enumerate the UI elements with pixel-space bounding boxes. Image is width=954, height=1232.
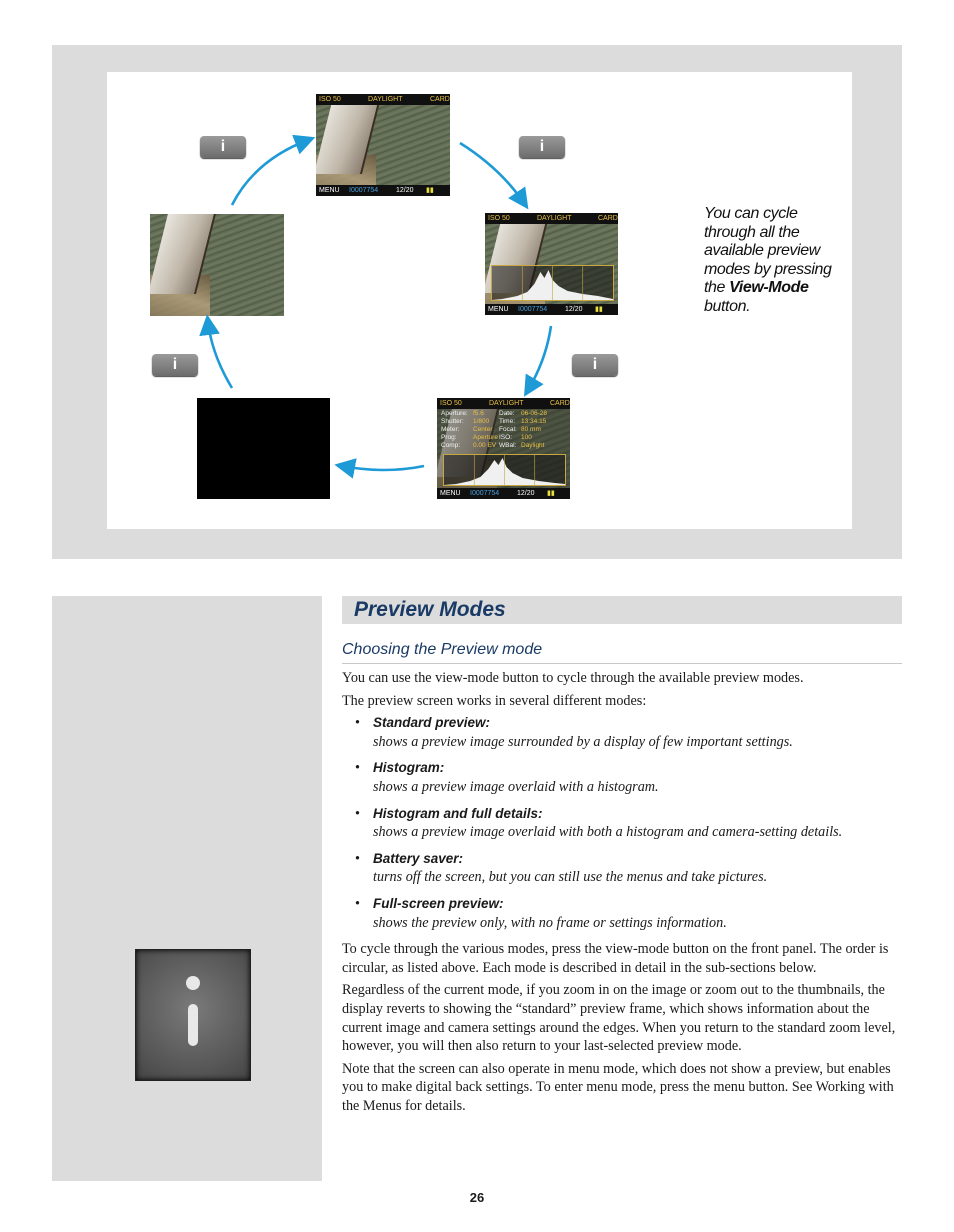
menu-label: MENU	[488, 306, 509, 313]
image-id: I0007754	[518, 306, 548, 313]
view-mode-emphasis: View-Mode	[729, 279, 809, 296]
wb-label: DAYLIGHT	[489, 400, 524, 407]
body-paragraph: Regardless of the current mode, if you zoom in on the image or zoom out to the thumbnails, the display reverts to showing the “standard” preview frame, which shows information about the current image and camera settings around the edges. When you return to the standard zoom level, however, you will then also return to your last-selected preview mode.	[342, 982, 896, 1055]
image-id: I0007754	[470, 490, 500, 497]
arrow-to-histogram	[460, 143, 524, 203]
mode-description: shows a preview image overlaid with both a histogram and camera-setting details.	[373, 824, 843, 841]
view-mode-button-icon: i	[572, 354, 618, 376]
arrow-to-fullscreen	[208, 322, 232, 388]
mode-title: • Battery saver:	[373, 850, 464, 866]
list-item	[342, 850, 902, 887]
arrow-to-details	[528, 326, 551, 390]
mode-title: • Histogram and full details:	[373, 805, 543, 821]
wb-label: DAYLIGHT	[537, 215, 572, 222]
menu-label: MENU	[440, 490, 461, 497]
view-mode-button-icon: i	[200, 136, 246, 158]
image-counter: 12/20	[396, 187, 414, 194]
body-paragraph: To cycle through the various modes, press the view-mode button on the front panel. The order is circular, as listed above. Each mode is described in detail in the sub-sections below.	[342, 941, 889, 976]
storage-label: CARD	[550, 400, 570, 407]
margin-sidebar	[52, 596, 322, 1181]
list-item	[342, 895, 902, 932]
intro-paragraph: You can use the view-mode button to cycle through the available preview modes.	[342, 670, 804, 686]
mode-title: • Histogram:	[373, 760, 445, 776]
mode-description: turns off the screen, but you can still use the menus and take pictures.	[373, 869, 768, 886]
figure-caption: You can cycle through all the available preview modes by pressing the View-Mode button.	[704, 205, 832, 315]
screen-info-bar: MENU I0007754 12/20 ▮▮	[316, 185, 450, 196]
list-item	[342, 805, 902, 842]
mode-title: • Standard preview:	[373, 715, 491, 731]
iso-label: ISO 50	[488, 215, 510, 222]
image-counter: 12/20	[517, 490, 535, 497]
list-item	[342, 759, 902, 796]
image-counter: 12/20	[565, 306, 583, 313]
mode-title: • Full-screen preview:	[373, 895, 504, 911]
camera-details: Aperture: f5.6 Date: 06-06-28 Shutter: 1/800 Time: 13:34:15 Meter: Center Focal: 80 mm Prog: Aperture ISO: 100 Comp: 0.00 EV WBal: Daylight	[441, 410, 548, 449]
iso-label: ISO 50	[319, 96, 341, 103]
section-title: Preview Modes	[354, 598, 506, 621]
subtitle-rule	[342, 663, 902, 664]
iso-label: ISO 50	[440, 400, 462, 407]
list-item	[342, 714, 902, 751]
storage-label: CARD	[598, 215, 618, 222]
view-mode-button-icon: i	[152, 354, 198, 376]
view-mode-button-icon: i	[519, 136, 565, 158]
wb-label: DAYLIGHT	[368, 96, 403, 103]
section-subtitle: Choosing the Preview mode	[342, 641, 543, 658]
image-id: I0007754	[349, 187, 379, 194]
intro-paragraph: The preview screen works in several different modes:	[342, 692, 647, 709]
mode-description: shows a preview image overlaid with a histogram.	[373, 778, 659, 795]
mode-list	[342, 714, 902, 932]
storage-label: CARD	[430, 96, 450, 103]
menu-label: MENU	[319, 187, 340, 194]
body-paragraph: Note that the screen can also operate in menu mode, which does not show a preview, but enables you to make digital back settings. To enter menu mode, press the menu button. See Working with the Menus for details.	[342, 1060, 894, 1114]
view-mode-button-photo	[135, 949, 251, 1081]
screen-info-bar: MENU I0007754 12/20 ▮▮	[485, 304, 618, 315]
mode-description: shows the preview only, with no frame or settings information.	[373, 914, 727, 931]
arrow-to-battery-saver	[342, 466, 424, 470]
page-number: 26	[469, 1190, 485, 1205]
screen-info-bar: MENU I0007754 12/20 ▮▮	[437, 488, 570, 499]
section-body	[342, 669, 902, 1119]
mode-description: shows a preview image surrounded by a display of few important settings.	[373, 733, 793, 750]
